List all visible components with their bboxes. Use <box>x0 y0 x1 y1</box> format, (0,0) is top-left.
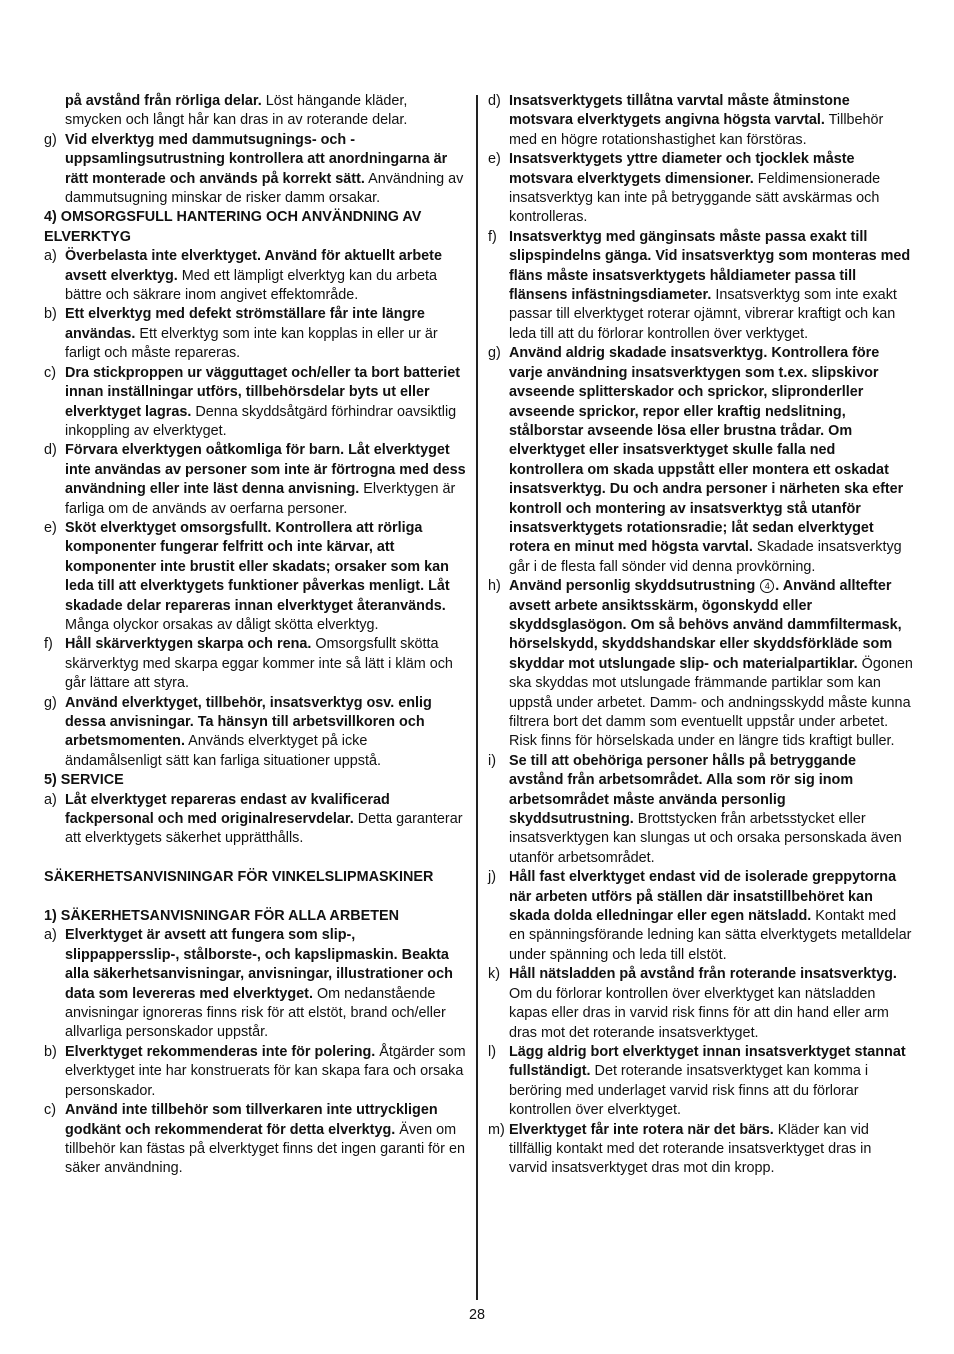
bold-text: Insatsverktyg med gänginsats måste passa exakt till slipspindelns gänga. Vid insatsverktyg som monteras med fläns måste insatsverktygets håldiameter passa till flänsens infästningsdiameter. <box>509 228 911 304</box>
body-text: Ett elverktyg som inte kan kopplas in eller ur är farligt och måste repareras. <box>65 325 438 362</box>
column-divider <box>476 95 478 1300</box>
bold-text: Använd aldrig skadade insatsverktyg. Kontrollera före varje användning insatsverktygen som t.ex. slipskivor avseende splitterskador och sprickor, slipronderller avseende sprickor, repor eller kraftig nedslitning, stålborstar avseende lösa eller brustna trådar. Om elverktyget eller insatsverktyget skulle falla ned kontrollera om skada uppstått eller montera ett oskadat insatsverktyg. Du och andra personer i närheten ska efter kontroll och montering av insatsverktyg stå utanför insatsverktygets rotationsradie; låt sedan elverktyget rotera en minut med högsta varvtal. <box>509 345 904 556</box>
list-item <box>488 752 913 868</box>
item-letter: c) <box>44 364 56 381</box>
bold-text: Elverktyget får inte rotera när det bärs. <box>509 1121 774 1138</box>
item-letter: a) <box>44 927 57 944</box>
bold-text: Insatsverktygets tillåtna varvtal måste åtminstone motsvara elverktygets angivna högsta varvtal. <box>509 93 850 129</box>
body-text: Löst hängande kläder, smycken och långt hår kan dras in av roterande delar. <box>65 93 408 129</box>
list-item <box>44 791 466 849</box>
bold-text: Se till att obehöriga personer hålls på betryggande avstånd från arbetsområdet. Alla som rör sig inom arbetsområdet måste använda personlig skyddsutrustning. <box>509 752 857 828</box>
left-column <box>44 92 466 1179</box>
item-letter: l) <box>488 1043 496 1060</box>
body-text: Om du förlorar kontrollen över elverktyget kan nätsladden kapas eller dras in varvid risk finns för att din hand eller arm dras mot det roterande insatsverktyget. <box>509 985 889 1041</box>
item-letter: d) <box>44 442 57 459</box>
body-text: Även om tillbehör kan fästas på elverktyget finns det ingen garanti för en säker användning. <box>65 1121 465 1177</box>
item-body <box>65 519 466 635</box>
bold-text: . Använd alltefter avsett arbete ansiktsskärm, ögonskydd eller skyddsglasögon. Om så behövs använd dammfiltermask, hörselskydd, skyddshandskar eller skyddsförkläde som skyddar mot utslungade slip- och materialpartiklar. <box>509 578 902 672</box>
bold-text: Elverktyget rekommenderas inte för polering. <box>65 1043 376 1060</box>
item-body <box>509 344 913 577</box>
section-heading: 5) SERVICE <box>44 772 124 789</box>
body-text: Elverktygen är farliga om de används av oerfarna personer. <box>65 481 456 517</box>
item-letter: f) <box>488 228 497 245</box>
list-item <box>488 1121 913 1179</box>
body-text: Många olyckor orsakas av dåligt skötta elverktyg. <box>65 616 379 633</box>
body-text: Om nedanstående anvisningar ignoreras finns risk för att elstöt, brand och/eller allvarliga personskador uppstår. <box>65 985 446 1041</box>
body-text: Ögonen ska skyddas mot utslungade främmande partiklar som kan uppstå under arbetet. Damm- och andningsskydd måste kunna filtrera bort det damm som eventuellt uppstår under arbetet. Risk finns för hörselskada under en längre tids kraftigt buller. <box>509 655 913 750</box>
list-item <box>44 1043 466 1101</box>
list-item <box>44 1101 466 1179</box>
item-body <box>509 92 913 150</box>
section-heading: 4) OMSORGSFULL HANTERING OCH ANVÄNDNING AV ELVERKTYG <box>44 209 422 245</box>
bold-text: Håll skärverktygen skarpa och rena. <box>65 636 312 653</box>
list-item <box>488 228 913 344</box>
list-item <box>44 441 466 519</box>
bold-text: Använd inte tillbehör som tillverkaren inte uttryckligen godkänt och rekommenderat för detta elverktyg. <box>65 1102 438 1138</box>
item-body <box>65 247 466 305</box>
bold-text: Överbelasta inte elverktyget. Använd för aktuellt arbete avsett elverktyg. <box>65 248 442 284</box>
item-letter: a) <box>44 791 57 808</box>
body-text: Med ett lämpligt elverktyg kan du arbeta bättre och säkrare inom angivet effektområde. <box>65 267 437 304</box>
section-heading: 1) SÄKERHETSANVISNINGAR FÖR ALLA ARBETEN <box>44 908 399 925</box>
bold-text: Håll nätsladden på avstånd från roterande insatsverktyg. <box>509 966 897 983</box>
list-item <box>44 926 466 1042</box>
spacer <box>44 888 466 907</box>
list-item <box>488 92 913 150</box>
right-column <box>488 92 913 1179</box>
list-item <box>44 247 466 305</box>
list-item <box>44 305 466 363</box>
item-body <box>509 965 913 1043</box>
item-letter: k) <box>488 966 500 983</box>
body-text: Används elverktyget på icke ändamålsenligt sätt kan farliga situationer uppstå. <box>65 733 381 769</box>
list-item <box>44 519 466 635</box>
item-body <box>65 131 466 209</box>
item-letter: f) <box>44 636 53 653</box>
list-item <box>44 694 466 772</box>
item-body <box>65 1043 466 1101</box>
body-text: Insatsverktyg som inte exakt passar till elverktyget roterar ojämnt, vibrerar kraftigt och kan leda till att du förlorar kontrollen över verktyget. <box>509 287 897 342</box>
bold-text: Ett elverktyg med defekt strömställare får inte längre användas. <box>65 306 425 342</box>
bold-text: Insatsverktygets yttre diameter och tjocklek måste motsvara elverktygets dimensioner. <box>509 151 855 187</box>
bold-text: på avstånd från rörliga delar. <box>65 93 262 109</box>
bold-text: Förvara elverktygen oåtkomliga för barn. Låt elverktyget inte användas av personer som inte är förtrogna med dess användning eller inte läst denna anvisning. <box>65 442 466 498</box>
list-item <box>44 364 466 442</box>
item-body <box>65 1101 466 1179</box>
item-letter: g) <box>488 345 501 362</box>
bold-text: Lägg aldrig bort elverktyget innan insatsverktyget stannat fullständigt. <box>509 1043 906 1080</box>
item-letter: c) <box>44 1102 56 1119</box>
item-body <box>509 752 913 868</box>
list-item <box>488 868 913 965</box>
item-letter: g) <box>44 131 57 148</box>
body-text: Det roterande insatsverktyget kan komma i beröring med underlaget varvid risk finns att du förlorar kontrollen över elverktyget. <box>509 1063 869 1119</box>
list-item <box>488 577 913 752</box>
bold-text: Vid elverktyg med dammutsugnings- och -uppsamlingsutrustning kontrollera att anordningarna är rätt monterade och används på korrekt sätt. <box>65 131 448 187</box>
item-letter: a) <box>44 248 57 265</box>
item-body <box>65 305 466 363</box>
list-item <box>44 131 466 209</box>
item-body <box>65 635 466 693</box>
bold-text: Håll fast elverktyget endast vid de isolerade greppytorna när arbeten utförs på ställen där insatstillbehöret kan skada dolda elledningar eller egen nätsladd. <box>509 869 897 925</box>
body-text: Feldimensionerade insatsverktyg kan inte på betryggande sätt avskärmas och kontrolleras. <box>509 170 881 226</box>
bold-text: Dra stickproppen ur vägguttaget och/eller ta bort batteriet innan inställningar utförs, tillbehörsdelar byts ut eller elverktyget lagras. <box>65 364 461 420</box>
figure-ref-badge: 4 <box>760 579 774 593</box>
list-item <box>44 635 466 693</box>
item-letter: d) <box>488 93 501 109</box>
page-number: 28 <box>468 1307 485 1323</box>
item-letter: e) <box>44 519 57 536</box>
list-item <box>488 1043 913 1121</box>
body-text: Kläder kan vid tillfällig kontakt med det roterande insatsverktyget dras in varvid insatsverktyget dras mot din kropp. <box>509 1121 872 1177</box>
item-body <box>65 926 466 1042</box>
body-text: Detta garanterar att elverktygets säkerhet upprätthålls. <box>65 811 463 847</box>
item-body <box>65 694 466 772</box>
body-text: Brottstycken från arbetsstycket eller insatsverktygen kan slungas ut och orsaka personskada även utanför arbetsområdet. <box>509 811 902 866</box>
body-text: Kontakt med en spänningsförande ledning kan sätta elverktygets metalldelar under spänning och leda till elstöt. <box>509 908 912 963</box>
list-item <box>488 344 913 577</box>
item-body <box>65 364 466 442</box>
body-text: Denna skyddsåtgärd förhindrar oavsiktlig inkoppling av elverktyget. <box>65 403 457 439</box>
item-letter: g) <box>44 694 57 711</box>
item-body <box>509 868 913 965</box>
body-text: Omsorgsfullt skötta skärverktyg med skarpa eggar kommer inte så lätt i kläm och går lättare att styra. <box>65 636 453 692</box>
spacer <box>44 849 466 868</box>
item-body <box>509 1121 913 1179</box>
item-letter: m) <box>488 1121 505 1138</box>
item-letter: i) <box>488 752 496 769</box>
list-item <box>488 965 913 1043</box>
item-body <box>509 228 913 344</box>
item-body <box>509 1043 913 1121</box>
item-letter: b) <box>44 306 57 323</box>
item-body <box>65 791 466 849</box>
body-text: Användning av dammutsugning minskar de risker damm orsakar. <box>65 170 464 207</box>
continued-paragraph <box>44 92 466 131</box>
section-heading: SÄKERHETSANVISNINGAR FÖR VINKELSLIPMASKINER <box>44 869 434 886</box>
item-letter: e) <box>488 151 501 168</box>
bold-text: Sköt elverktyget omsorgsfullt. Kontrollera att rörliga komponenter fungerar felfritt och inte kärvar, att komponenter inte brustit eller skadats; orsaker som kan leda till att elverktygets funktioner påverkas menligt. Låt skadade delar repareras innan elverktyget återanvänds. <box>65 519 450 614</box>
body-text: Tillbehör med en högre rotationshastighet kan förstöras. <box>509 112 884 148</box>
body-text: Skadade insatsverktyg går i de flesta fall sönder vid denna provkörning. <box>509 539 902 575</box>
item-letter: b) <box>44 1043 57 1060</box>
item-letter: h) <box>488 578 501 595</box>
item-body <box>509 577 913 752</box>
list-item <box>488 150 913 228</box>
bold-text: Låt elverktyget repareras endast av kvalificerad fackpersonal och med originalreservdelar. <box>65 791 390 828</box>
body-text: Åtgärder som elverktyget inte har konstruerats för kan skapa fara och orsaka personskador. <box>65 1043 466 1099</box>
item-body <box>509 150 913 228</box>
bold-text: Använd elverktyget, tillbehör, insatsverktyg osv. enlig dessa anvisningar. Ta hänsyn till arbetsvillkoren och arbetsmomenten. <box>65 694 432 750</box>
item-body <box>65 441 466 519</box>
bold-text: Använd personlig skyddsutrustning <box>509 578 760 595</box>
item-letter: j) <box>488 869 496 886</box>
bold-text: Elverktyget är avsett att fungera som slip-, slippappersslip-, stålborste-, och kapslipmaskin. Beakta alla säkerhetsanvisningar, anvisningar, illustrationer och data som levereras med elverktyget. <box>65 927 453 1002</box>
